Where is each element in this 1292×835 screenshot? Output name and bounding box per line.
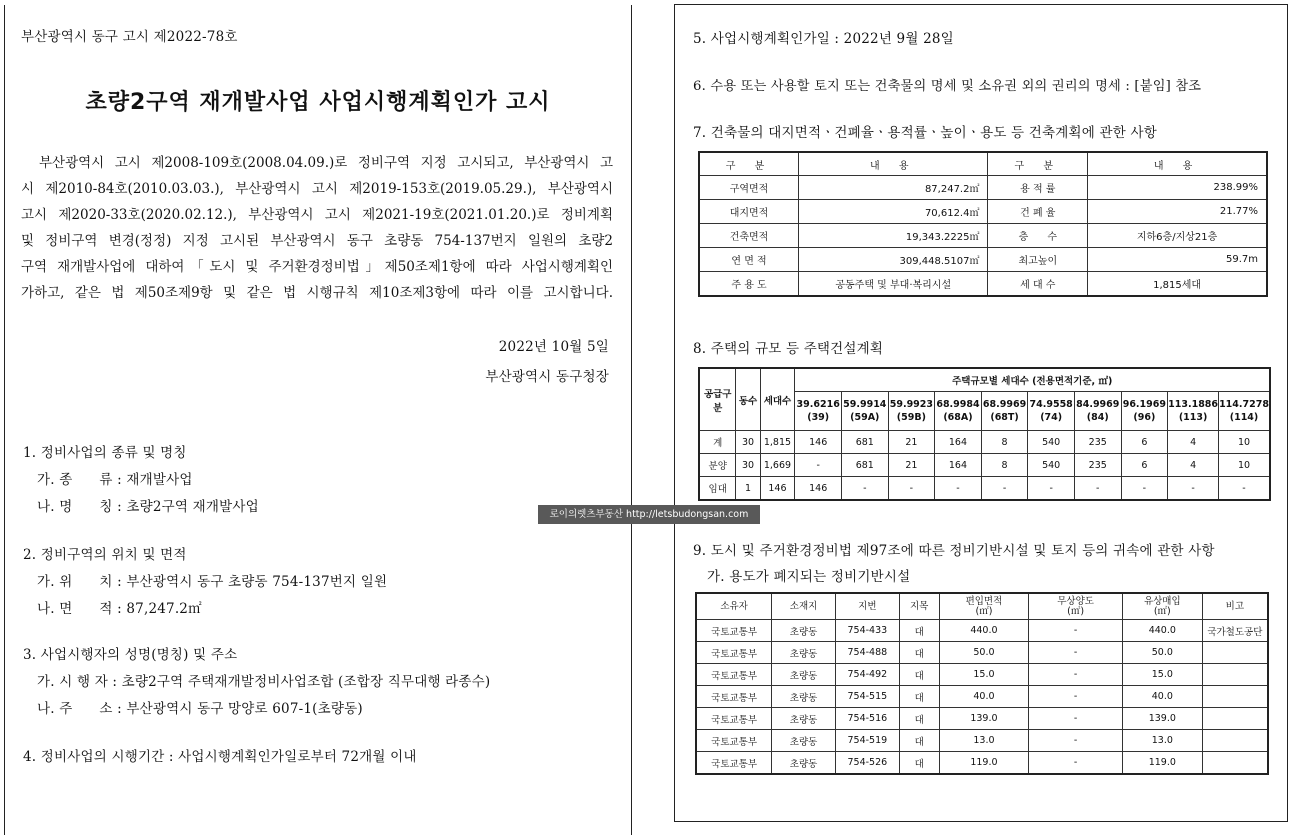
section-8: 8. 주택의 규모 등 주택건설계획 <box>693 341 884 357</box>
table-cell: 주 용 도 <box>699 272 799 297</box>
table-cell: 대 <box>899 686 939 708</box>
size-header-cell: 39.6216 (39) <box>795 392 842 431</box>
table-header: 비고 <box>1202 593 1268 620</box>
table-cell: 681 <box>841 454 888 477</box>
paragraph-line: 및 정비구역 변경(정정) 지정 고시된 부산광역시 동구 초량동 754-137번지 일원의 초량2 <box>21 233 613 249</box>
table-cell: 146 <box>795 477 842 501</box>
paragraph-line: 고시 제2020-33호(2020.02.12.), 부산광역시 고시 제2021-19호(2021.01.20.)로 정비계획 <box>21 207 613 223</box>
table-cell: 대 <box>899 664 939 686</box>
table-cell: 754-433 <box>835 620 899 642</box>
table-cell: 대 <box>899 620 939 642</box>
table-cell: - <box>1029 664 1123 686</box>
table-cell: 건 폐 율 <box>988 200 1088 224</box>
table-cell <box>1202 752 1268 775</box>
table-cell: - <box>1029 686 1123 708</box>
table-cell: 초량동 <box>772 708 836 730</box>
table-cell: 164 <box>935 454 982 477</box>
table-cell: 754-492 <box>835 664 899 686</box>
section-item: 나. 주 소 : 부산광역시 동구 망양로 607-1(초량동) <box>37 701 363 717</box>
table-cell: 540 <box>1028 454 1075 477</box>
table-cell: 국토교통부 <box>696 686 772 708</box>
table-cell: 13.0 <box>939 730 1029 752</box>
table-cell: 국토교통부 <box>696 730 772 752</box>
table-row <box>699 248 1267 272</box>
table-row <box>699 224 1267 248</box>
table-cell: - <box>841 477 888 501</box>
table-cell: 초량동 <box>772 664 836 686</box>
table-cell: - <box>795 454 842 477</box>
table-cell <box>1202 642 1268 664</box>
table-cell: 30 <box>736 454 760 477</box>
table-cell: 40.0 <box>1122 686 1202 708</box>
table-cell: 6 <box>1121 454 1168 477</box>
size-header-cell: 96.1969 (96) <box>1121 392 1168 431</box>
table-cell: 10 <box>1219 454 1270 477</box>
table-header: 세대수 <box>760 368 795 431</box>
size-header-cell: 84.9969 (84) <box>1074 392 1121 431</box>
size-header-cell: 68.9984 (68A) <box>935 392 982 431</box>
watermark: 로이의렛츠부동산 http://letsbudongsan.com <box>538 505 760 524</box>
table-header: 무상양도 (㎡) <box>1029 593 1123 620</box>
table-cell: 21.77% <box>1088 200 1267 224</box>
table-cell: 국토교통부 <box>696 620 772 642</box>
table-cell: 대 <box>899 708 939 730</box>
table-cell: 59.7m <box>1088 248 1267 272</box>
table-cell: 4 <box>1168 454 1219 477</box>
size-header-cell: 59.9923 (59B) <box>888 392 935 431</box>
table-cell: 87,247.2㎡ <box>799 176 988 200</box>
size-header-cell: 68.9969 (68T) <box>981 392 1028 431</box>
table-cell: - <box>1029 620 1123 642</box>
table-cell: 30 <box>736 431 760 454</box>
table-cell: 164 <box>935 431 982 454</box>
table-row <box>699 200 1267 224</box>
table-cell: 초량동 <box>772 620 836 642</box>
section-6: 6. 수용 또는 사용할 토지 또는 건축물의 명세 및 소유권 외의 권리의 명세 : [붙임] 참조 <box>693 79 1202 94</box>
table-cell: 국토교통부 <box>696 708 772 730</box>
section-9: 9. 도시 및 주거환경정비법 제97조에 따른 정비기반시설 및 토지 등의 귀속에 관한 사항 <box>693 543 1215 559</box>
table-cell: 21 <box>888 431 935 454</box>
table-cell: 40.0 <box>939 686 1029 708</box>
table-cell: 초량동 <box>772 730 836 752</box>
table-cell: 50.0 <box>939 642 1029 664</box>
notice-issuer: 부산광역시 동구청장 <box>485 369 609 385</box>
table-header: 동수 <box>736 368 760 431</box>
table-cell: 최고높이 <box>988 248 1088 272</box>
table-cell: 초량동 <box>772 642 836 664</box>
notice-paragraph <box>21 150 613 306</box>
table-cell: - <box>1168 477 1219 501</box>
table-cell: 440.0 <box>1122 620 1202 642</box>
table-row <box>699 272 1267 297</box>
table-cell: 235 <box>1074 431 1121 454</box>
section-item: 나. 명 칭 : 초량2구역 재개발사업 <box>37 499 259 515</box>
table-cell: 대 <box>899 752 939 775</box>
table-cell: - <box>1029 752 1123 775</box>
table-header: 지목 <box>899 593 939 620</box>
table-header: 구 분 <box>699 152 799 176</box>
table-cell: 1,815세대 <box>1088 272 1267 297</box>
table-header: 편입면적 (㎡) <box>939 593 1029 620</box>
table-row <box>699 454 1270 477</box>
table-row <box>696 730 1268 752</box>
section-heading: 4. 정비사업의 시행기간 : 사업시행계획인가일로부터 72개월 이내 <box>23 749 417 765</box>
table-cell <box>1202 730 1268 752</box>
table-cell: 15.0 <box>1122 664 1202 686</box>
table-cell: 754-526 <box>835 752 899 775</box>
table-header: 주택규모별 세대수 (전용면적기준, ㎡) <box>795 368 1270 392</box>
table-cell: 15.0 <box>939 664 1029 686</box>
section-item: 가. 종 류 : 재개발사업 <box>37 472 193 488</box>
table-cell: 분양 <box>699 454 736 477</box>
table-cell: 국토교통부 <box>696 664 772 686</box>
table-header: 소재지 <box>772 593 836 620</box>
table-cell: 238.99% <box>1088 176 1267 200</box>
paragraph-line: 부산광역시 고시 제2008-109호(2008.04.09.)로 정비구역 지정 고시되고, 부산광역시 고 <box>39 155 613 171</box>
table-cell: 754-519 <box>835 730 899 752</box>
table-cell: 119.0 <box>939 752 1029 775</box>
table-cell: 70,612.4㎡ <box>799 200 988 224</box>
table-row <box>696 708 1268 730</box>
table-cell: 대 <box>899 730 939 752</box>
table-cell: 초량동 <box>772 686 836 708</box>
table-cell: 6 <box>1121 431 1168 454</box>
section-7: 7. 건축물의 대지면적ㆍ건폐율ㆍ용적률ㆍ높이ㆍ용도 등 건축계획에 관한 사항 <box>693 125 1157 141</box>
table-cell: 139.0 <box>939 708 1029 730</box>
table-cell: 1 <box>736 477 760 501</box>
table-row <box>696 752 1268 775</box>
table-cell: 540 <box>1028 431 1075 454</box>
table-cell: 임대 <box>699 477 736 501</box>
table-cell: 681 <box>841 431 888 454</box>
left-page <box>4 5 632 835</box>
table-cell: - <box>1029 730 1123 752</box>
table-cell: 13.0 <box>1122 730 1202 752</box>
table-cell: 21 <box>888 454 935 477</box>
table-cell: 대지면적 <box>699 200 799 224</box>
table-cell: 50.0 <box>1122 642 1202 664</box>
size-header-cell: 113.1886 (113) <box>1168 392 1219 431</box>
table-cell: 19,343.2225㎡ <box>799 224 988 248</box>
table-row <box>699 477 1270 501</box>
table-cell: 대 <box>899 642 939 664</box>
paragraph-line: 시 제2010-84호(2010.03.03.), 부산광역시 고시 제2019-153호(2019.05.29.), 부산광역시 <box>21 181 613 197</box>
table-header: 내 용 <box>1088 152 1267 176</box>
table-cell: 8 <box>981 454 1028 477</box>
table-cell: - <box>1029 708 1123 730</box>
table-cell: 1,815 <box>760 431 795 454</box>
table-cell: 구역면적 <box>699 176 799 200</box>
table-row <box>696 620 1268 642</box>
table-header-row <box>699 152 1267 176</box>
table-cell: 440.0 <box>939 620 1029 642</box>
table-cell: 754-515 <box>835 686 899 708</box>
paragraph-line: 구역 재개발사업에 대하여「도시 및 주거환경정비법」제50조제1항에 따라 사업시행계획인 <box>21 259 613 275</box>
size-header-cell: 59.9914 (59A) <box>841 392 888 431</box>
size-header-cell: 114.7278 (114) <box>1219 392 1270 431</box>
table-cell: 용 적 률 <box>988 176 1088 200</box>
section-item: 가. 위 치 : 부산광역시 동구 초량동 754-137번지 일원 <box>37 574 388 590</box>
table-cell: 10 <box>1219 431 1270 454</box>
table-cell: 세 대 수 <box>988 272 1088 297</box>
table-row <box>696 686 1268 708</box>
table-cell: 층 수 <box>988 224 1088 248</box>
table-header: 유상매입 (㎡) <box>1122 593 1202 620</box>
table-cell: 계 <box>699 431 736 454</box>
table-row <box>699 176 1267 200</box>
table-header: 구 분 <box>988 152 1088 176</box>
table-cell: 235 <box>1074 454 1121 477</box>
notice-number: 부산광역시 동구 고시 제2022-78호 <box>21 29 238 45</box>
table-cell: - <box>1219 477 1270 501</box>
table-cell: - <box>935 477 982 501</box>
table-cell <box>1202 664 1268 686</box>
table-cell: 국토교통부 <box>696 752 772 775</box>
table-cell: - <box>1029 642 1123 664</box>
table-header: 지번 <box>835 593 899 620</box>
size-header-cell: 74.9558 (74) <box>1028 392 1075 431</box>
table-header-row <box>699 368 1270 392</box>
table-cell: 309,448.5107㎡ <box>799 248 988 272</box>
table-cell: 지하6층/지상21층 <box>1088 224 1267 248</box>
table-header-row <box>696 593 1268 620</box>
table-row <box>699 431 1270 454</box>
table-row <box>696 664 1268 686</box>
table-cell: - <box>981 477 1028 501</box>
table-cell: 건축면적 <box>699 224 799 248</box>
table-header: 공급구분 <box>699 368 736 431</box>
table-cell: 754-516 <box>835 708 899 730</box>
table-cell: 8 <box>981 431 1028 454</box>
table-cell <box>1202 686 1268 708</box>
section-heading: 3. 사업시행자의 성명(명칭) 및 주소 <box>23 647 238 663</box>
table-cell: 119.0 <box>1122 752 1202 775</box>
table-cell: - <box>1074 477 1121 501</box>
table-cell: - <box>1028 477 1075 501</box>
table-cell: 4 <box>1168 431 1219 454</box>
paragraph-line: 가하고, 같은 법 제50조제9항 및 같은 법 시행규칙 제10조제3항에 따라 이를 고시합니다. <box>21 285 613 301</box>
table-cell: - <box>1121 477 1168 501</box>
building-plan-table <box>698 151 1268 297</box>
table-cell: 1,669 <box>760 454 795 477</box>
table-cell: 146 <box>760 477 795 501</box>
section-heading: 2. 정비구역의 위치 및 면적 <box>23 547 187 563</box>
table-header: 내 용 <box>799 152 988 176</box>
table-cell: 국토교통부 <box>696 642 772 664</box>
facility-table <box>695 592 1269 775</box>
header-strip-left <box>690 0 810 6</box>
table-cell: - <box>888 477 935 501</box>
section-item: 나. 면 적 : 87,247.2㎡ <box>37 601 202 617</box>
table-cell: 754-488 <box>835 642 899 664</box>
table-cell: 139.0 <box>1122 708 1202 730</box>
housing-plan-table <box>698 367 1271 501</box>
notice-title: 초량2구역 재개발사업 사업시행계획인가 고시 <box>85 90 551 115</box>
table-cell <box>1202 708 1268 730</box>
table-header: 소유자 <box>696 593 772 620</box>
table-cell: 연 면 적 <box>699 248 799 272</box>
section-5: 5. 사업시행계획인가일 : 2022년 9월 28일 <box>693 31 954 47</box>
section-heading: 1. 정비사업의 종류 및 명칭 <box>23 445 187 461</box>
table-cell: 공동주택 및 부대·복리시설 <box>799 272 988 297</box>
notice-date: 2022년 10월 5일 <box>498 339 609 355</box>
right-page <box>674 4 1288 822</box>
table-cell: 146 <box>795 431 842 454</box>
table-row <box>696 642 1268 664</box>
section-9a: 가. 용도가 폐지되는 정비기반시설 <box>707 569 911 585</box>
table-cell: 초량동 <box>772 752 836 775</box>
table-cell: 국가철도공단 <box>1202 620 1268 642</box>
section-item: 가. 시 행 자 : 초량2구역 주택재개발정비사업조합 (조합장 직무대행 라종수) <box>37 674 491 690</box>
